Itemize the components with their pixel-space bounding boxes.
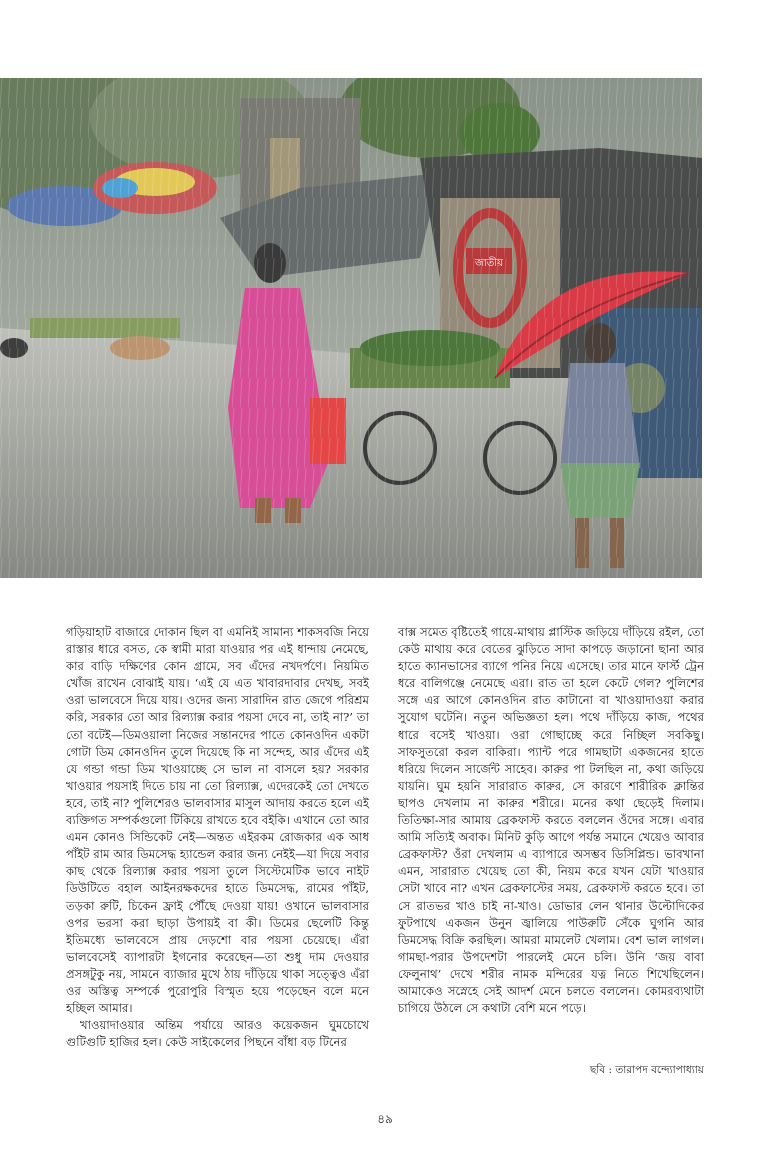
article-paragraph: গড়িয়াহাট বাজারে দোকান ছিল বা এমনিই সামান্য শাকসবজি নিয়ে রাস্তার ধারে বসত, কে স্বামী মারা যাওয়ার পর এই ধান্দায় নেমেছে, কার বাড়ি দক্ষিণের কোন গ্রামে, সব এঁদের নখদর্পণে। নিয়মিত খোঁজ রাখেন বোঝাই যায়। ‘এই যে এত খাবারদাবার দেখছ, সবই ওরা ভালবেসে দিয়ে যায়। ওদের জন্য সারাদিন রাত জেগে পরিশ্রম করি, সরকার তো আর রিল্যাক্স করার পয়সা দেবে না, তাই না?’ তা তো বটেই—ডিমওয়ালা নিজের সন্তানদের পাতে কোনওদিন একটা গোটা ডিম কোনওদিন তুলে দিয়েছে কি না সন্দেহ, আর এঁদের এই যে গন্ডা গন্ডা ডিম খাওয়াচ্ছে সে ভাল না বাসলে হয়? সরকার খাওয়ার পয়সাই দিতে চায় না তো রিল্যাক্স, এদেরকেই তো দেখতে হবে, তাই না? পুলিশেরও ভালবাসার মাসুল আদায় করতে হলে এই ব্যক্তিগত সম্পর্কগুলো টিকিয়ে রাখতে হবে বইকি। এখানে তো আর এমন কোনও সিন্ডিকেট নেই—অন্তত এইরকম রোজকার এক আধ পাঁইট রাম আর ডিমসেদ্ধ হ্যান্ডেল করার জন্য নেইই—যা দিয়ে সবার কাছ থেকে রিল্যাক্স করার পয়সা তুলে সিস্টেমেটিক ভাবে নাইট ডিউটিতে বহাল আইনরক্ষকদের হাতে ডিমসেদ্ধ, রামের পাঁইট, তড়কা রুটি, চিকেন ফ্রাই পৌঁছে দেওয়া যায়! ওখানে ভালবাসার ওপর ভরসা করা ছাড়া উপায়ই বা কী। ডিমের ছেলেটি কিন্তু ইতিমধ্যে ভালবেসে প্রায় দেড়শো বার পয়সা চেয়েছে। এঁরা ভালবেসেই ব্যাপারটা ইগনোর করেছেন—তা শুধু দাম দেওয়ার প্রসঙ্গটুকু নয়, সামনে ব্যাজার মুখে ঠায় দাঁড়িয়ে থাকা সত্ত্বেও এঁরা ওর অস্তিত্ব সম্পর্কে পুরোপুরি বিস্মৃত হয়ে পড়েছেন বলে মনে হচ্ছিল আমার।: [66, 625, 369, 1016]
article-paragraph: খাওয়াদাওয়ার অন্তিম পর্যায়ে আরও কয়েকজন ঘুমচোখে গুটিগুটি হাজির হল। কেউ সাইকেলের পিছনে বাঁধা বড় টিনের: [66, 1018, 369, 1050]
monsoon-street-photo: [0, 78, 702, 578]
article-right-column: [398, 624, 704, 1017]
article-left-column: [66, 624, 369, 1051]
article-paragraph: বাক্স সমেত বৃষ্টিতেই গায়ে-মাথায় প্লাস্টিক জড়িয়ে দাঁড়িয়ে রইল, তো কেউ মাথায় করে বেতের ঝুড়িতে সাদা কাপড়ে জড়ানো ছানা আর হাতে ক্যানভাসের ব্যাগে পনির নিয়ে এসেছে। তার মানে ফার্স্ট ট্রেন ধরে বালিগঞ্জে নেমেছে এরা। রাত তা হলে কেটে গেল? পুলিশের সঙ্গে এর আগে কোনওদিন রাত কাটানো বা খাওয়াদাওয়া করার সুযোগ ঘটেনি। নতুন অভিজ্ঞতা হল। পথে দাঁড়িয়ে কাজ, পথের ধারে বসেই খাওয়া। ওরা গোছাচ্ছে করে নিচ্ছিল সবকিছু। সাফসুতরো করল বাকিরা। প্যান্ট পরে গামছাটা একজনের হাতে ধরিয়ে দিলেন সার্জেন্ট সাহেব। কারুর পা টলছিল না, কথা জড়িয়ে যায়নি। ঘুম হয়নি সারারাত কারুর, সে কারণে শারীরিক ক্লান্তির ছাপও দেখলাম না কারুর শরীরে। মনের কথা ছেড়েই দিলাম। তিতিক্ষা-সার আমায় ব্রেকফাস্ট করতে বললেন ওঁদের সঙ্গে। এবার আমি সত্যিই অবাক। মিনিট কুড়ি আগে পর্যন্ত সমানে খেয়েও আবার ব্রেকফাস্ট? ওঁরা দেখলাম এ ব্যাপারে অসম্ভব ডিসিপ্লিন্ড। ভাবখানা এমন, সারারাত খেয়েছ তো কী, নিয়ম করে যখন যেটা খাওয়ার সেটা খাবে না? এখন ব্রেকফাস্টের সময়, ব্রেকফাস্ট করতে হবে। তা সে রাতভর খাও চাই না-খাও। ডোভার লেন থানার উল্টোদিকের ফুটপাথে একজন উনুন জ্বালিয়ে পাউরুটি সেঁকে ঘুগনি আর ডিমসেদ্ধ বিক্রি করছিল। আমরা মামলেট খেলাম। বেশ ভাল লাগল। গামছা-পরার উপদেশটা পারলেই মেনে চলি। উনি ‘জয় বাবা ফেলুনাথ’ দেখে শরীর নামক মন্দিরের যত্ন নিতে শিখেছিলেন। আমাকেও সস্নেহে সেই আদর্শ মেনে চলতে বললেন। কোমরব্যথাটা চাগিয়ে উঠলে সে কথাটা বেশি মনে পড়ে।: [398, 625, 704, 1016]
page-number: ৪৯: [377, 1112, 393, 1126]
street-scene-illustration: [0, 78, 702, 578]
photo-credit: ছবি : তারাপদ বন্দ্যোপাধ্যায়: [589, 1064, 704, 1076]
